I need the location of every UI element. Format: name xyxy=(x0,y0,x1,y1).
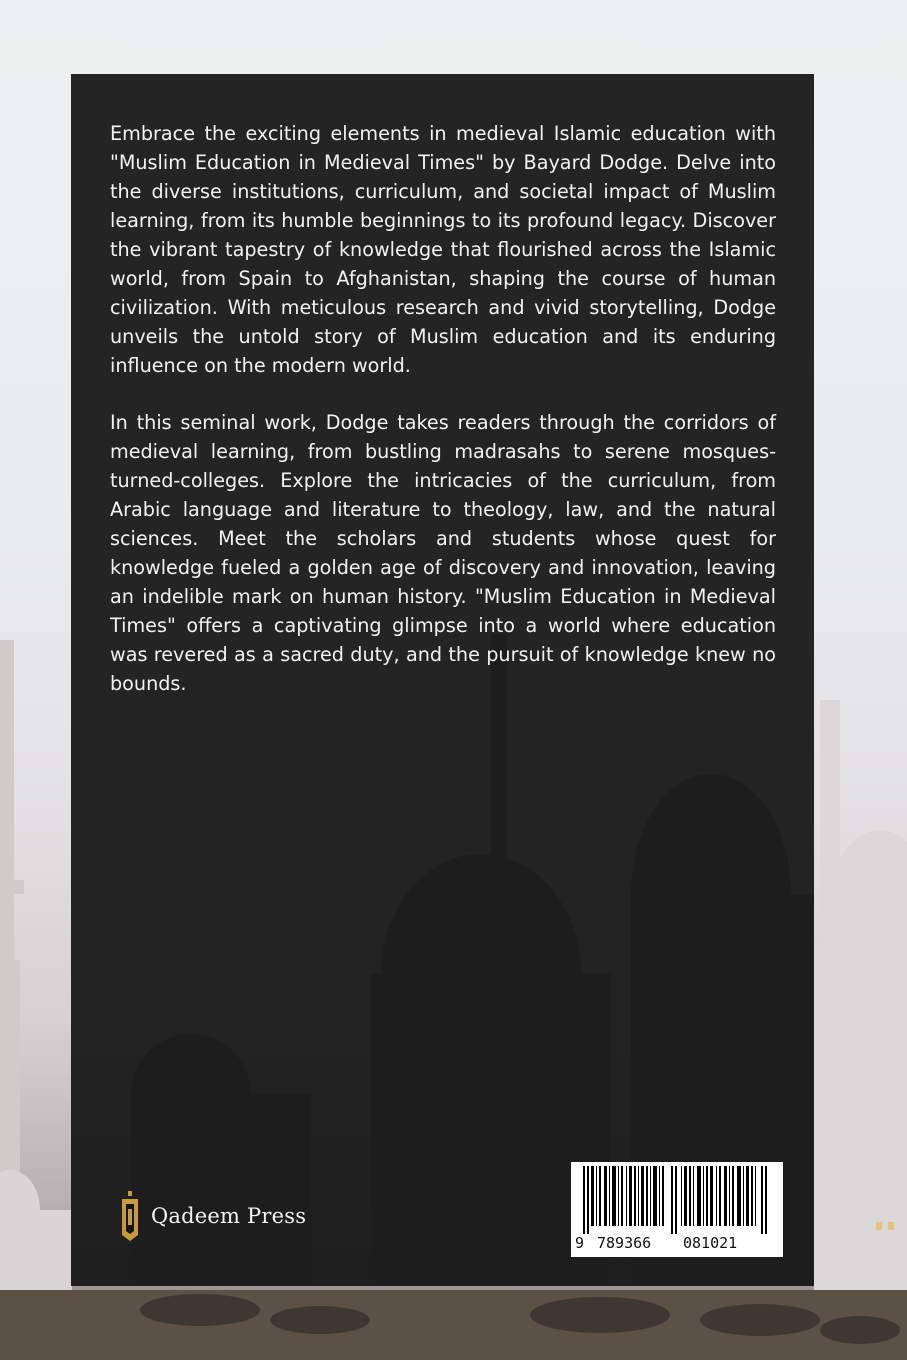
publisher-imprint xyxy=(119,1190,306,1242)
description-paragraph-2: In this seminal work, Dodge takes readers through the corridors of medieval learning, from bustling madrasahs to serene mosques-turned-colleges. Explore the intricacies of the curriculum, from Arabic language and literature to theology, law, and the natural sciences. Meet the scholars and students whose quest for knowledge fueled a golden age of discovery and innovation, leaving an indelible mark on human history. "Muslim Education in Medieval Times" offers a captivating glimpse into a world where education was revered as a sacred duty, and the pursuit of knowledge knew no bounds. xyxy=(110,411,776,695)
isbn-barcode xyxy=(571,1162,783,1257)
publisher-name: Qadeem Press xyxy=(151,1204,307,1228)
barcode-bars xyxy=(577,1166,777,1234)
description-paragraph-1: Embrace the exciting elements in medieval Islamic education with "Muslim Education in Medieval Times" by Bayard Dodge. Delve into the diverse institutions, curriculum, and societal impact of Muslim learning, from its humble beginnings to its profound legacy. Discover the vibrant tapestry of knowledge that flourished across the Islamic world, from Spain to Afghanistan, shaping the course of human civilization. With meticulous research and vivid storytelling, Dodge unveils the untold story of Muslim education and its enduring influence on the modern world. xyxy=(110,122,776,377)
back-cover-panel xyxy=(71,74,814,1286)
isbn-right-group: 081021 xyxy=(683,1234,738,1252)
book-emblem-icon xyxy=(119,1191,141,1241)
isbn-digits xyxy=(571,1234,783,1254)
book-description xyxy=(110,119,776,726)
isbn-prefix-digit: 9 xyxy=(575,1234,585,1252)
isbn-left-group: 789366 xyxy=(597,1234,652,1252)
